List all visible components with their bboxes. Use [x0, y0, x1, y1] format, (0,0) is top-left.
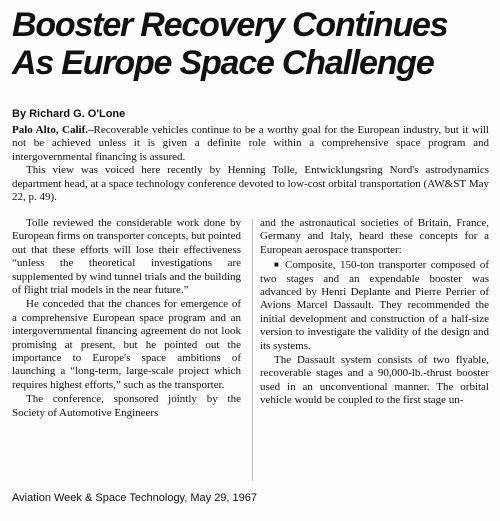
footer-citation: Aviation Week & Space Technology, May 29, 1967 — [12, 492, 258, 504]
left-paragraph-1: Tolle reviewed the considerable work done by European firms on transporter concepts, but pointed out that these efforts will lose their effectiveness “unless the theoretical investigations are supplemented by wind tunnel trials and the building of flight trial models in the near future.” — [12, 217, 241, 297]
left-paragraph-3: The conference, sponsored jointly by the Society of Automotive Engineers — [12, 393, 241, 419]
square-bullet-icon: ■ — [274, 260, 281, 270]
right-paragraph-3: The Dassault system consists of two flyable, recoverable stages and a 90,000-lb.-thrust booster used in an unconventional manner. The orbital vehicle would be coupled to the first stage un- — [260, 354, 489, 407]
headline — [12, 6, 492, 82]
lead-paragraph-2-text: This view was voiced here recently by Henning Tolle, Entwicklungsring Nord's astrodynamics department head, at a space technology conference devoted to low-cost orbital transportation ( — [12, 164, 489, 190]
lead-section — [12, 124, 489, 204]
lead-paragraph-2-end: May 22, p. 49). — [12, 177, 489, 204]
publication-reference: AW&ST — [427, 177, 467, 190]
lead-paragraph-1 — [12, 124, 489, 164]
right-paragraph-2-text: Composite, 150-ton transporter composed of two stages and an expendable booster was advanced by Henri Deplante and Pierre Perrier of Avions Marcel Dassault. They recommended the initial development and construction of a half-size version to investigate the validity of the design and its systems. — [260, 259, 489, 352]
right-paragraph-2 — [260, 258, 489, 353]
headline-line-2: As Europe Space Challenge — [12, 44, 434, 82]
column-divider — [252, 219, 253, 481]
left-paragraph-2: He conceded that the chances for emergence of a comprehensive European space program and an intergovernmental financing agreement do not look promising at present, but he pointed out the importance to Europe's space ambitions of launching a “long-term, large-scale project which requires highest efforts,” such as the transporter. — [12, 298, 241, 391]
lead-paragraph-2 — [12, 164, 489, 204]
lead-paragraph-1-body: Recoverable vehicles continue to be a worthy goal for the European industry, but it will not be achieved unless it is given a definite role within a comprehensive space program and intergovernmental financing is assured. — [12, 124, 489, 163]
headline-line-1: Booster Recovery Continues — [12, 6, 448, 44]
dateline: Palo Alto, Calif.– — [12, 124, 94, 136]
left-column — [12, 217, 241, 420]
right-column — [260, 217, 489, 408]
right-paragraph-1: and the astronautical societies of Britain, France, Germany and Italy, heard these concepts for a European aerospace transporter: — [260, 217, 489, 256]
byline: By Richard G. O'Lone — [12, 108, 126, 120]
